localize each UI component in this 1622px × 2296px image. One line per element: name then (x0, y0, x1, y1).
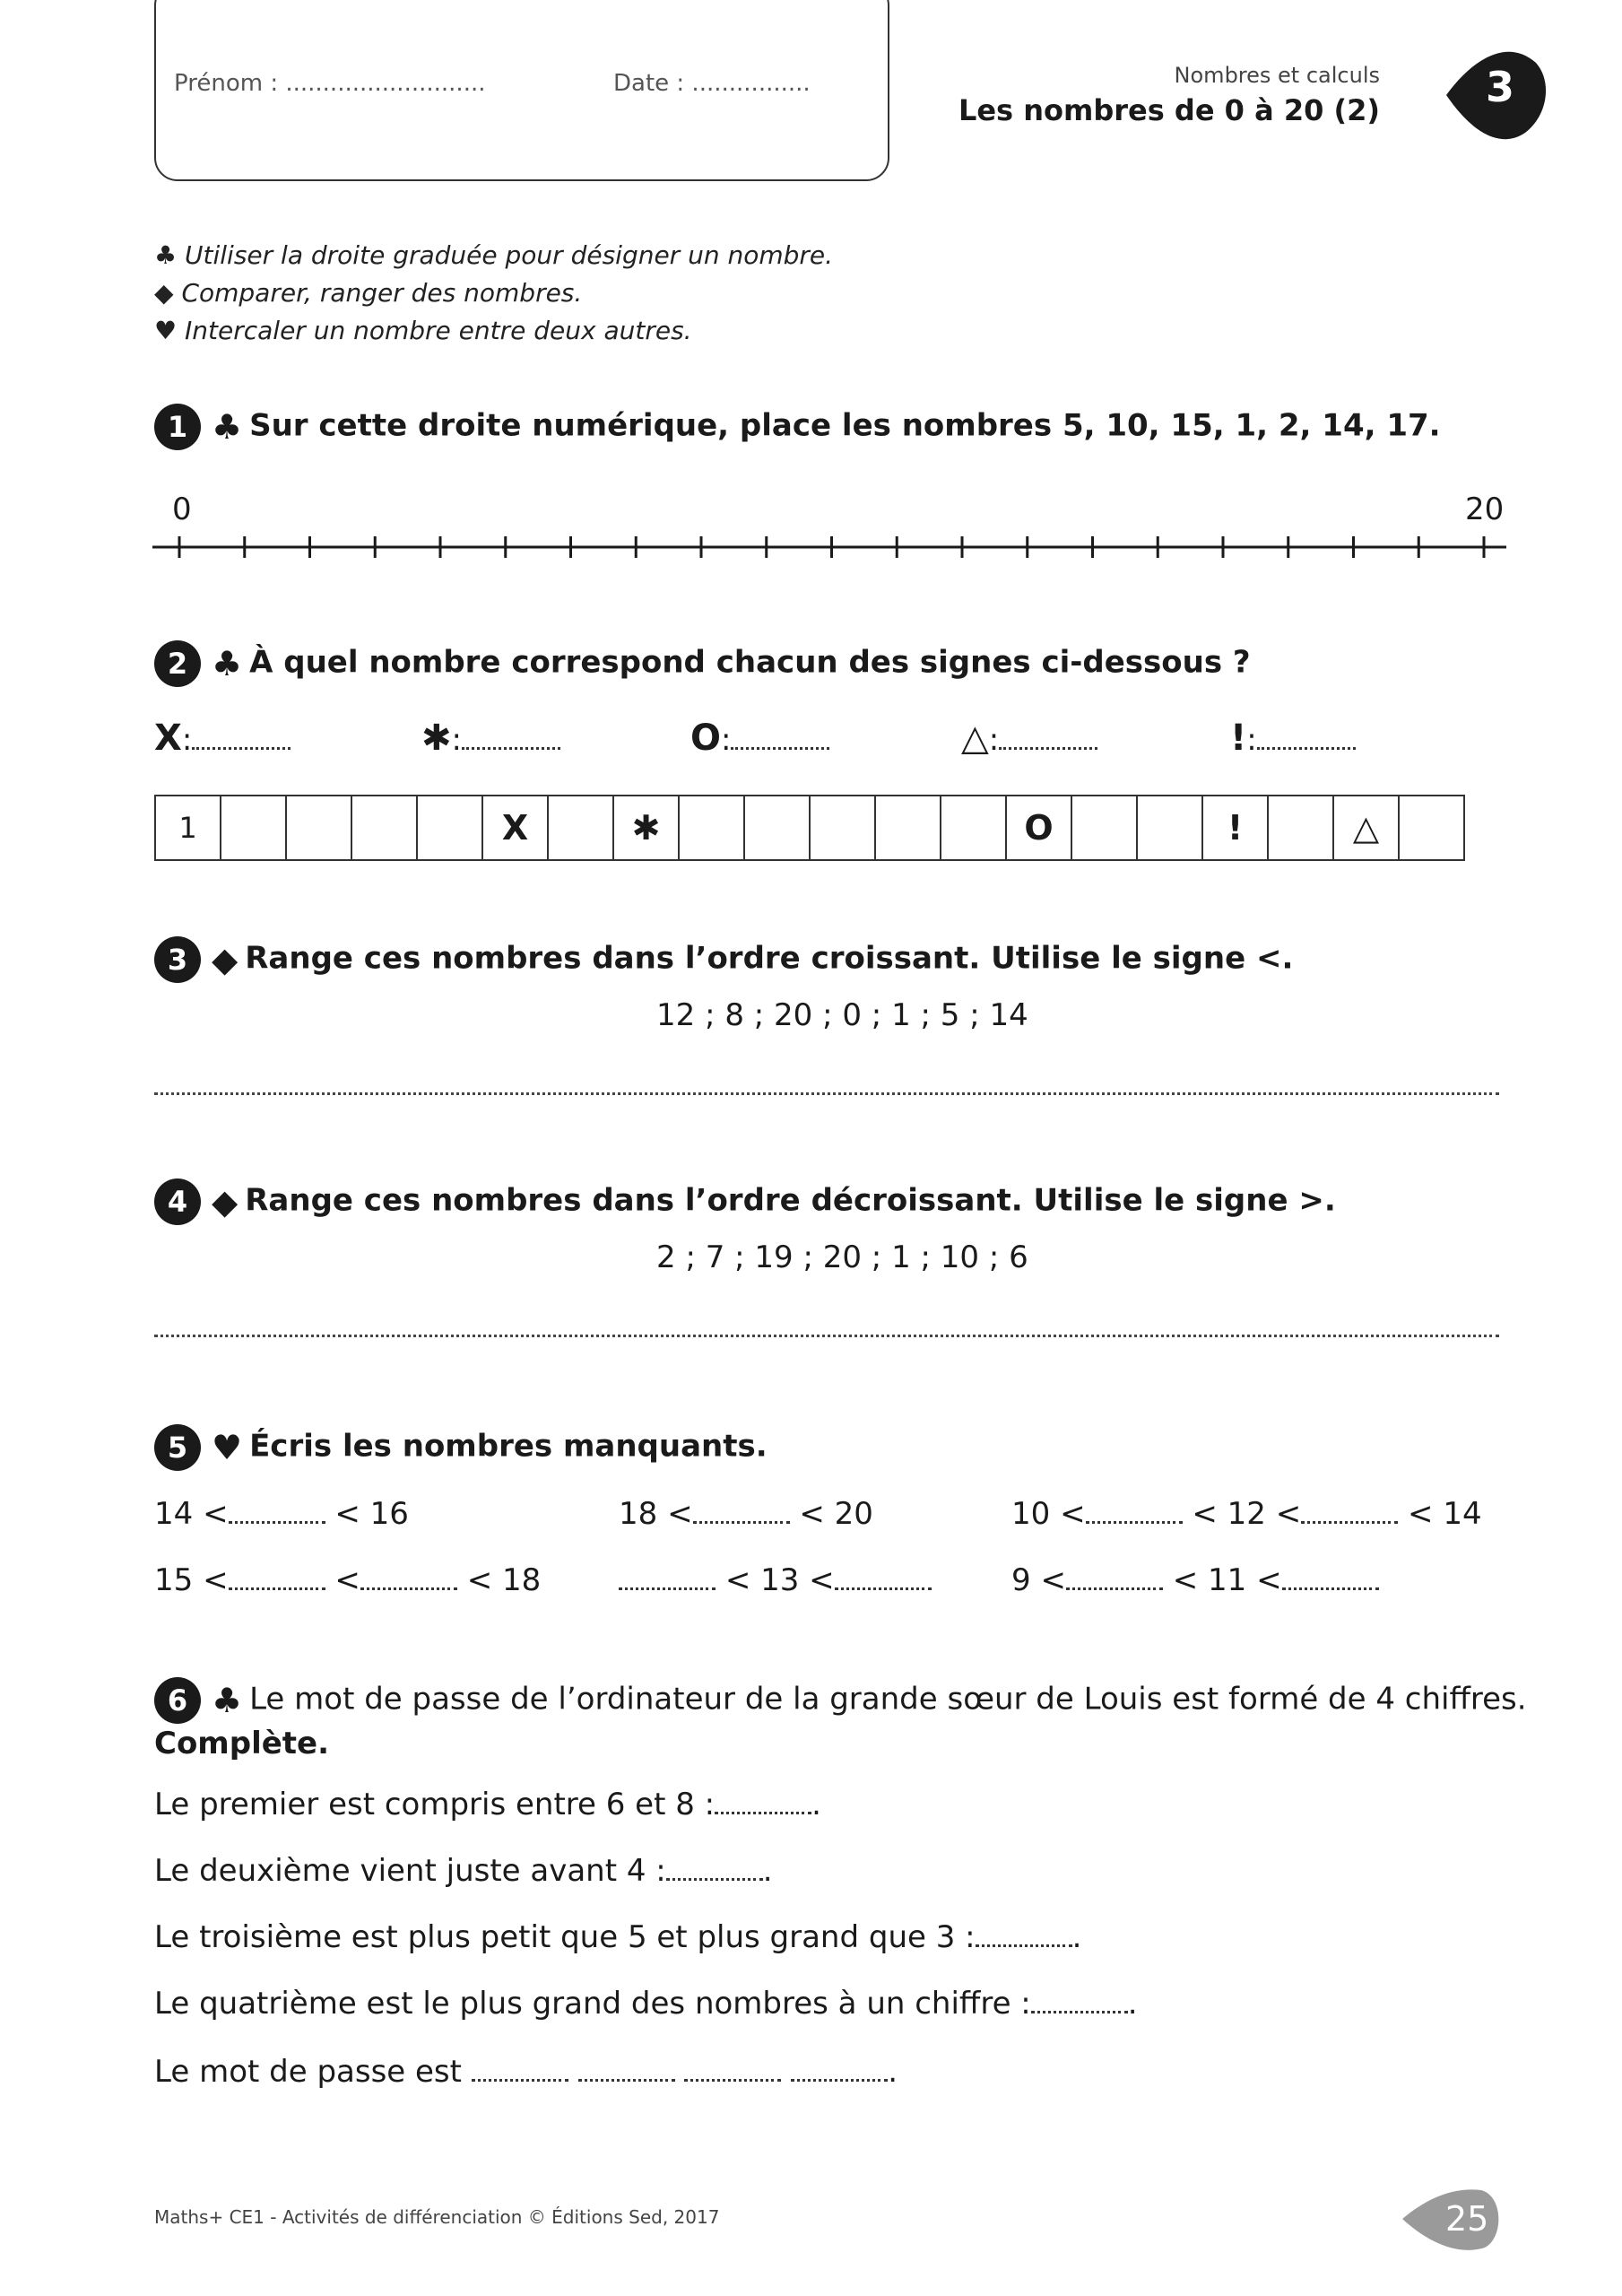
prenom-label: Prénom : ........................... (174, 70, 486, 97)
heart-icon: ♥ (154, 316, 178, 345)
exercise-number: 4 (154, 1178, 201, 1225)
exercise-1-title: 1 ♣ Sur cette droite numérique, place les nombres 5, 10, 15, 1, 2, 14, 17. (154, 404, 1441, 450)
answer-blank[interactable] (192, 720, 291, 750)
password-answer: Le mot de passe est . (154, 2054, 898, 2090)
sheet-badge (1434, 36, 1550, 152)
missing-number-row-e: < 13 < (619, 1561, 932, 1598)
answer-blank[interactable] (619, 1561, 716, 1590)
answer-blank[interactable] (976, 1918, 1072, 1947)
diamond-icon: ◆ (212, 940, 239, 979)
password-clue-4: Le quatrième est le plus grand des nombres à un chiffre : . (154, 1986, 1138, 2022)
diamond-icon: ◆ (212, 1182, 239, 1222)
grid-cell-circle: O (1007, 796, 1072, 859)
sign-circle-item: O: (690, 718, 829, 759)
answer-blank[interactable] (1282, 1561, 1379, 1590)
answer-blank[interactable] (835, 1561, 932, 1590)
grid-cell (287, 796, 352, 859)
grid-cell (1072, 796, 1138, 859)
triangle-icon: △ (961, 718, 989, 759)
grid-cell (876, 796, 941, 859)
missing-number-row-f: 9 < < 11 < (1011, 1561, 1379, 1598)
grid-cell (352, 796, 418, 859)
page-number-badge (1399, 2183, 1506, 2255)
exclamation-icon: ! (1230, 718, 1247, 759)
answer-blank[interactable] (1257, 720, 1356, 750)
answer-blank[interactable] (999, 720, 1097, 750)
number-line (152, 529, 1515, 565)
password-clue-2: Le deuxième vient juste avant 4 : . (154, 1853, 773, 1889)
answer-blank[interactable] (693, 1494, 790, 1524)
answer-blank[interactable] (791, 2052, 888, 2082)
sign-triangle-item: △: (961, 718, 1097, 759)
answer-blank[interactable] (360, 1561, 457, 1590)
number-line-end: 20 (1465, 491, 1505, 527)
grid-cell (745, 796, 811, 859)
password-clue-3: Le troisième est plus petit que 5 et plus grand que 3 : . (154, 1919, 1082, 1955)
club-icon: ♣ (154, 240, 178, 270)
exercise-5-title: 5 ♥ Écris les nombres manquants. (154, 1424, 768, 1471)
grid-cell (680, 796, 745, 859)
exercise-3-answer-line[interactable] (154, 1092, 1499, 1095)
grid-cell (1269, 796, 1334, 859)
exercise-number: 1 (154, 404, 201, 450)
exercise-4-numbers: 2 ; 7 ; 19 ; 20 ; 1 ; 10 ; 6 (656, 1239, 1028, 1275)
exercise-2-title: 2 ♣ À quel nombre correspond chacun des signes ci-dessous ? (154, 640, 1251, 687)
category-label: Nombres et calculs (1174, 63, 1380, 88)
answer-blank[interactable] (1066, 1561, 1163, 1590)
objective-1: ♣ Utiliser la droite graduée pour désigner un nombre. (154, 240, 834, 270)
exercise-number: 6 (154, 1677, 201, 1724)
number-line-start: 0 (172, 491, 192, 527)
grid-cell (221, 796, 287, 859)
club-icon: ♣ (212, 407, 243, 447)
answer-blank[interactable] (1031, 1984, 1128, 2013)
sign-exclamation-item: !: (1230, 718, 1356, 759)
name-date-box (154, 0, 889, 181)
page-title: Les nombres de 0 à 20 (2) (958, 93, 1380, 127)
exercise-3-numbers: 12 ; 8 ; 20 ; 0 ; 1 ; 5 ; 14 (656, 997, 1028, 1033)
missing-number-row-a: 14 < < 16 (154, 1496, 409, 1532)
objective-2: ◆ Comparer, ranger des nombres. (154, 278, 583, 308)
exercise-3-title: 3 ◆ Range ces nombres dans l’ordre croissant. Utilise le signe <. (154, 936, 1293, 983)
answer-blank[interactable] (731, 720, 829, 750)
objective-3: ♥ Intercaler un nombre entre deux autres. (154, 316, 692, 345)
grid-cell (1400, 796, 1463, 859)
sign-star-item: ✱: (421, 718, 560, 759)
date-label: Date : ................ (613, 70, 811, 97)
answer-blank[interactable] (1301, 1494, 1398, 1524)
grid-cell: 1 (156, 796, 221, 859)
footer-credit: Maths+ CE1 - Activités de différenciation © Éditions Sed, 2017 (154, 2206, 720, 2228)
symbol-grid (154, 795, 1465, 861)
page-number: 25 (1445, 2199, 1489, 2239)
grid-cell-exclamation: ! (1203, 796, 1269, 859)
diamond-icon: ◆ (154, 278, 174, 308)
x-icon: X (154, 718, 182, 759)
grid-cell (549, 796, 614, 859)
asterisk-icon: ✱ (421, 718, 452, 759)
grid-cell-triangle: △ (1334, 796, 1400, 859)
exercise-4-title: 4 ◆ Range ces nombres dans l’ordre décroissant. Utilise le signe >. (154, 1178, 1336, 1225)
missing-number-row-c: 10 < < 12 < < 14 (1011, 1496, 1482, 1532)
answer-blank[interactable] (684, 2052, 781, 2082)
exercise-number: 2 (154, 640, 201, 687)
missing-number-row-d: 15 < < < 18 (154, 1562, 542, 1598)
grid-cell (941, 796, 1007, 859)
exercise-6-title: 6 ♣ Le mot de passe de l’ordinateur de la grande sœur de Louis est formé de 4 chiffres. (154, 1677, 1527, 1724)
sign-x-item: X: (154, 718, 291, 759)
answer-blank[interactable] (462, 720, 560, 750)
grid-cell-x: X (483, 796, 549, 859)
answer-blank[interactable] (472, 2052, 568, 2082)
grid-cell (418, 796, 483, 859)
exercise-number: 3 (154, 936, 201, 983)
grid-cell-asterisk: ✱ (614, 796, 680, 859)
sheet-number: 3 (1486, 63, 1515, 111)
circle-icon: O (690, 718, 722, 759)
club-icon: ♣ (212, 1681, 243, 1720)
answer-blank[interactable] (1086, 1494, 1183, 1524)
answer-blank[interactable] (229, 1561, 325, 1590)
answer-blank[interactable] (229, 1494, 325, 1524)
exercise-4-answer-line[interactable] (154, 1335, 1499, 1337)
missing-number-row-b: 18 < < 20 (619, 1496, 873, 1532)
answer-blank[interactable] (715, 1785, 811, 1814)
exercise-number: 5 (154, 1424, 201, 1471)
grid-cell (811, 796, 876, 859)
exercise-6-subtitle: Complète. (154, 1726, 330, 1761)
answer-blank[interactable] (666, 1851, 763, 1881)
grid-cell (1138, 796, 1203, 859)
password-clue-1: Le premier est compris entre 6 et 8 : . (154, 1787, 821, 1822)
answer-blank[interactable] (578, 2052, 675, 2082)
club-icon: ♣ (212, 644, 243, 683)
heart-icon: ♥ (212, 1428, 243, 1467)
